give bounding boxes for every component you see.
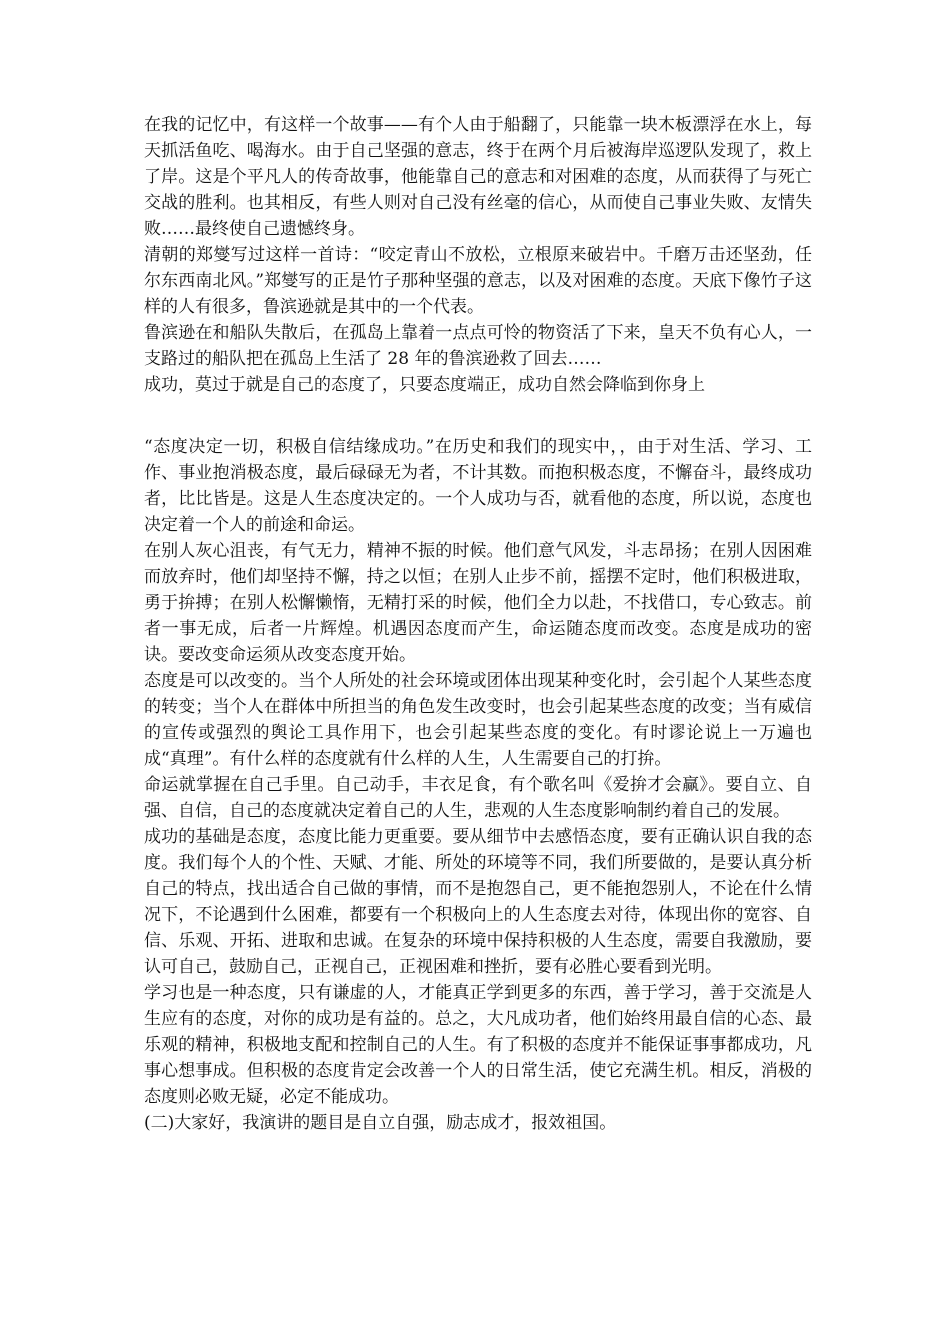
paragraph-success-foundation: 成功的基础是态度，态度比能力更重要。要从细节中去感悟态度，要有正确认识自我的态度。我们每个人的个性、天赋、才能、所处的环境等不同，我们所要做的，是要认真分析自己的特点，找出适合自己做的事情，而不是抱怨自己，更不能抱怨别人，不论在什么情况下，不论遇到什么困难，都要有一个积极向上的人生态度去对待，体现出你的宽容、自信、乐观、开拓、进取和忠诚。在复杂的环境中保持积极的人生态度，需要自我激励，要认可自己，鼓励自己，正视自己，正视困难和挫折，要有必胜心要看到光明。 — [144, 827, 812, 977]
paragraph-bamboo-poem: 清朝的郑燮写过这样一首诗：“咬定青山不放松，立根原来破岩中。千磨万击还坚劲，任尔东西南北风。”郑燮写的正是竹子那种坚强的意志，以及对困难的态度。天底下像竹子这样的人有很多，鲁滨逊就是其中的一个代表。 — [144, 245, 812, 317]
paragraph-learning-attitude: 学习也是一种态度，只有谦虚的人，才能真正学到更多的东西，善于学习，善于交流是人生应有的态度，对你的成功是有益的。总之，大凡成功者，他们始终用最自信的心态、最乐观的精神，积极地支配和控制自己的人生。有了积极的态度并不能保证事事都成功，凡事心想事成。但积极的态度肯定会改善一个人的日常生活，使它充满生机。相反，消极的态度则必败无疑，必定不能成功。 — [144, 983, 812, 1107]
paragraph-success-attitude: 成功，莫过于就是自己的态度了，只要态度端正，成功自然会降临到你身上 — [144, 375, 705, 395]
section-essay — [144, 434, 812, 1136]
section-story — [144, 112, 812, 398]
paragraph-shipwreck-story: 在我的记忆中，有这样一个故事——有个人由于船翻了，只能靠一块木板漂浮在水上，每天抓活鱼吃、喝海水。由于自己坚强的意志，终于在两个月后被海岸巡逻队发现了，救上了岸。这是个平凡人的传奇故事，他能靠自己的意志和对困难的态度，从而获得了与死亡交战的胜利。也其相反，有些人则对自己没有丝毫的信心，从而使自己事业失败、友情失败……最终使自己遗憾终身。 — [144, 115, 812, 239]
paragraph-attitude-changeable: 态度是可以改变的。当个人所处的社会环境或团体出现某种变化时，会引起个人某些态度的转变；当个人在群体中所担当的角色发生改变时，也会引起某些态度的改变；当有威信的宣传或强烈的舆论工具作用下，也会引起某些态度的变化。有时谬论说上一万遍也成“真理”。有什么样的态度就有什么样的人生，人生需要自己的打拚。 — [144, 671, 812, 769]
paragraph-attitude-decides: “态度决定一切，积极自信结缘成功。”在历史和我们的现实中，，由于对生活、学习、工作、事业抱消极态度，最后碌碌无为者，不计其数。而抱积极态度，不懈奋斗，最终成功者，比比皆是。这是人生态度决定的。一个人成功与否，就看他的态度，所以说，态度也决定着一个人的前途和命运。 — [144, 437, 812, 535]
paragraph-speech-intro: (二)大家好，我演讲的题目是自立自强，励志成才，报效祖国。 — [144, 1113, 617, 1133]
paragraph-destiny: 命运就掌握在自己手里。自己动手，丰衣足食，有个歌名叫《爱拚才会赢》。要自立、自强、自信，自己的态度就决定着自己的人生，悲观的人生态度影响制约着自己的发展。 — [144, 775, 812, 821]
paragraph-robinson: 鲁滨逊在和船队失散后，在孤岛上靠着一点点可怜的物资活了下来，皇天不负有心人，一支路过的船队把在孤岛上生活了 28 年的鲁滨逊救了回去…… — [144, 323, 812, 369]
paragraph-others-discouraged: 在别人灰心沮丧，有气无力，精神不振的时候。他们意气风发，斗志昂扬；在别人因困难而放弃时，他们却坚持不懈，持之以恒；在别人止步不前，摇摆不定时，他们积极进取，勇于拚搏；在别人松懈懒惰，无精打采的时候，他们全力以赴，不找借口，专心致志。前者一事无成，后者一片辉煌。机遇因态度而产生，命运随态度而改变。态度是成功的密诀。要改变命运须从改变态度开始。 — [144, 541, 812, 665]
